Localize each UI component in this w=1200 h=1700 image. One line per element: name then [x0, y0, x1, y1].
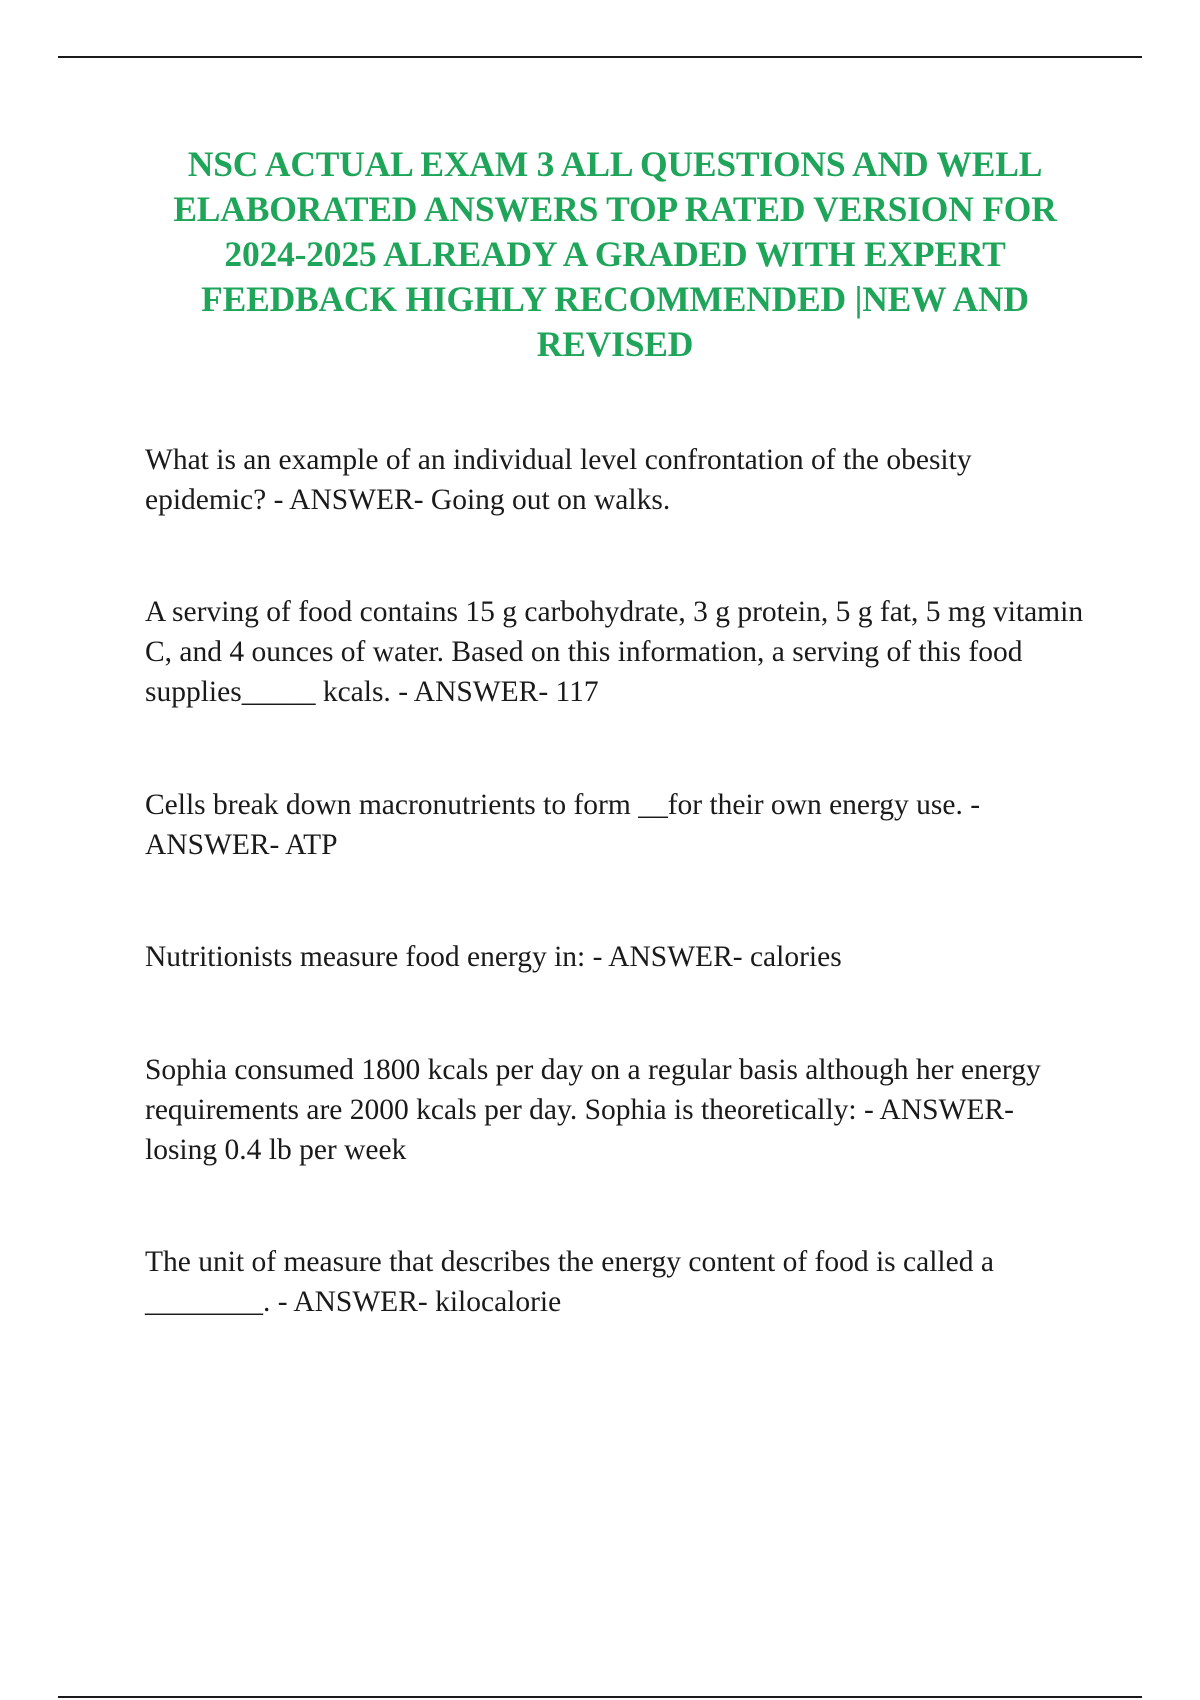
question-text: Nutritionists measure food energy in: - — [145, 941, 608, 973]
question-text: A serving of food contains 15 g carbohydrate, 3 g protein, 5 g fat, 5 mg vitamin C, and 4 ounces of water. Based on this information, a serving of this food supplies_____ kcals. - — [145, 596, 1083, 708]
qa-item-6 — [145, 1242, 1085, 1322]
qa-item-4 — [145, 937, 1085, 977]
qa-item-3 — [145, 785, 1085, 865]
question-text: Sophia consumed 1800 kcals per day on a regular basis although her energy requirements are 2000 kcals per day. Sophia is theoretically: - — [145, 1054, 1041, 1126]
qa-item-1 — [145, 440, 1085, 520]
answer-text: ANSWER- losing 0.4 lb per week — [145, 1094, 1014, 1166]
question-text: What is an example of an individual level confrontation of the obesity epidemic? - — [145, 444, 972, 516]
document-title: NSC ACTUAL EXAM 3 ALL QUESTIONS AND WELL ELABORATED ANSWERS TOP RATED VERSION FOR 2024-2025 ALREADY A GRADED WITH EXPERT FEEDBACK HIGHLY RECOMMENDED |NEW AND REVISED — [173, 144, 1057, 364]
question-text: Cells break down macronutrients to form __for their own energy use. - — [145, 789, 980, 821]
answer-text: ANSWER- ATP — [145, 829, 338, 861]
answer-text: ANSWER- Going out on walks. — [289, 484, 671, 516]
top-divider — [58, 56, 1142, 58]
qa-item-2 — [145, 592, 1085, 712]
answer-text: ANSWER- kilocalorie — [293, 1286, 562, 1318]
answer-text: ANSWER- 117 — [413, 676, 599, 708]
qa-item-5 — [145, 1050, 1085, 1170]
question-text: The unit of measure that describes the energy content of food is called a ________. - — [145, 1246, 994, 1318]
bottom-divider — [58, 1696, 1142, 1698]
answer-text: ANSWER- calories — [608, 941, 842, 973]
